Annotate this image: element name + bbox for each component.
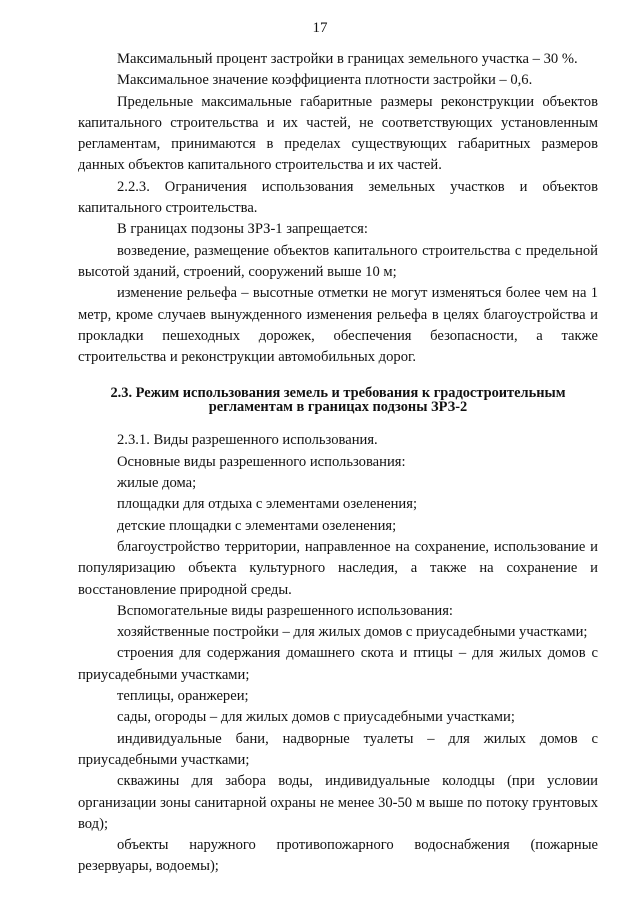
paragraph: В границах подзоны ЗРЗ-1 запрещается: [117,221,368,238]
list-item: скважины для забора воды, индивидуальные колодцы (при условии организации зоны санитарной охраны не менее 30-50 м выше по потоку грунтовых вод); [78,773,598,832]
paragraph: Предельные максимальные габаритные размеры реконструкции объектов капитального строительства и их частей, не соответствующих установленным регламентам, принимаются в пределах существующих габаритных размеров данных объектов капитального строительства и их частей. [78,93,598,174]
list-item: жилые дома; [117,475,197,492]
paragraph: Максимальный процент застройки в границах земельного участка – 30 %. [117,51,578,67]
list-item: строения для содержания домашнего скота и птицы – для жилых домов с приусадебными участками; [78,645,598,683]
section-heading: 2.3. Режим использования земель и требования к градостроительным регламентам в границах подзоны ЗРЗ-2 [110,385,566,416]
paragraph: изменение рельефа – высотные отметки не могут изменяться более чем на 1 метр, кроме случаев вынужденного изменения рельефа в целях благоустройства и прокладки пешеходных дорожек, обеспечения безопасности, а также строительства и реконструкции автомобильных дорог. [78,285,598,366]
paragraph: возведение, размещение объектов капитального строительства с предельной высотой зданий, строений, сооружений выше 10 м; [78,242,598,280]
document-body [78,49,598,878]
paragraph: 2.3.1. Виды разрешенного использования. [117,432,378,449]
paragraph: 2.2.3. Ограничения использования земельных участков и объектов капитального строительства. [78,178,598,217]
list-item: хозяйственные постройки – для жилых домов с приусадебными участками; [117,624,588,641]
page-number: 17 [312,20,328,36]
list-item: индивидуальные бани, надворные туалеты – для жилых домов с приусадебными участками; [78,730,598,768]
list-item: детские площадки с элементами озеленения; [117,517,397,534]
paragraph: Максимальное значение коэффициента плотности застройки – 0,6. [117,72,533,89]
list-item: объекты наружного противопожарного водоснабжения (пожарные резервуары, водоемы); [78,837,598,875]
list-item: теплицы, оранжереи; [117,688,249,705]
paragraph: Вспомогательные виды разрешенного использования: [117,602,453,619]
paragraph: Основные виды разрешенного использования: [117,453,406,470]
list-item: сады, огороды – для жилых домов с приусадебными участками; [117,709,515,726]
list-item: площадки для отдыха с элементами озеленения; [117,496,418,513]
list-item: благоустройство территории, направленное на сохранение, использование и популяризацию объекта культурного наследия, а также на сохранение и восстановление природной среды. [78,538,598,598]
